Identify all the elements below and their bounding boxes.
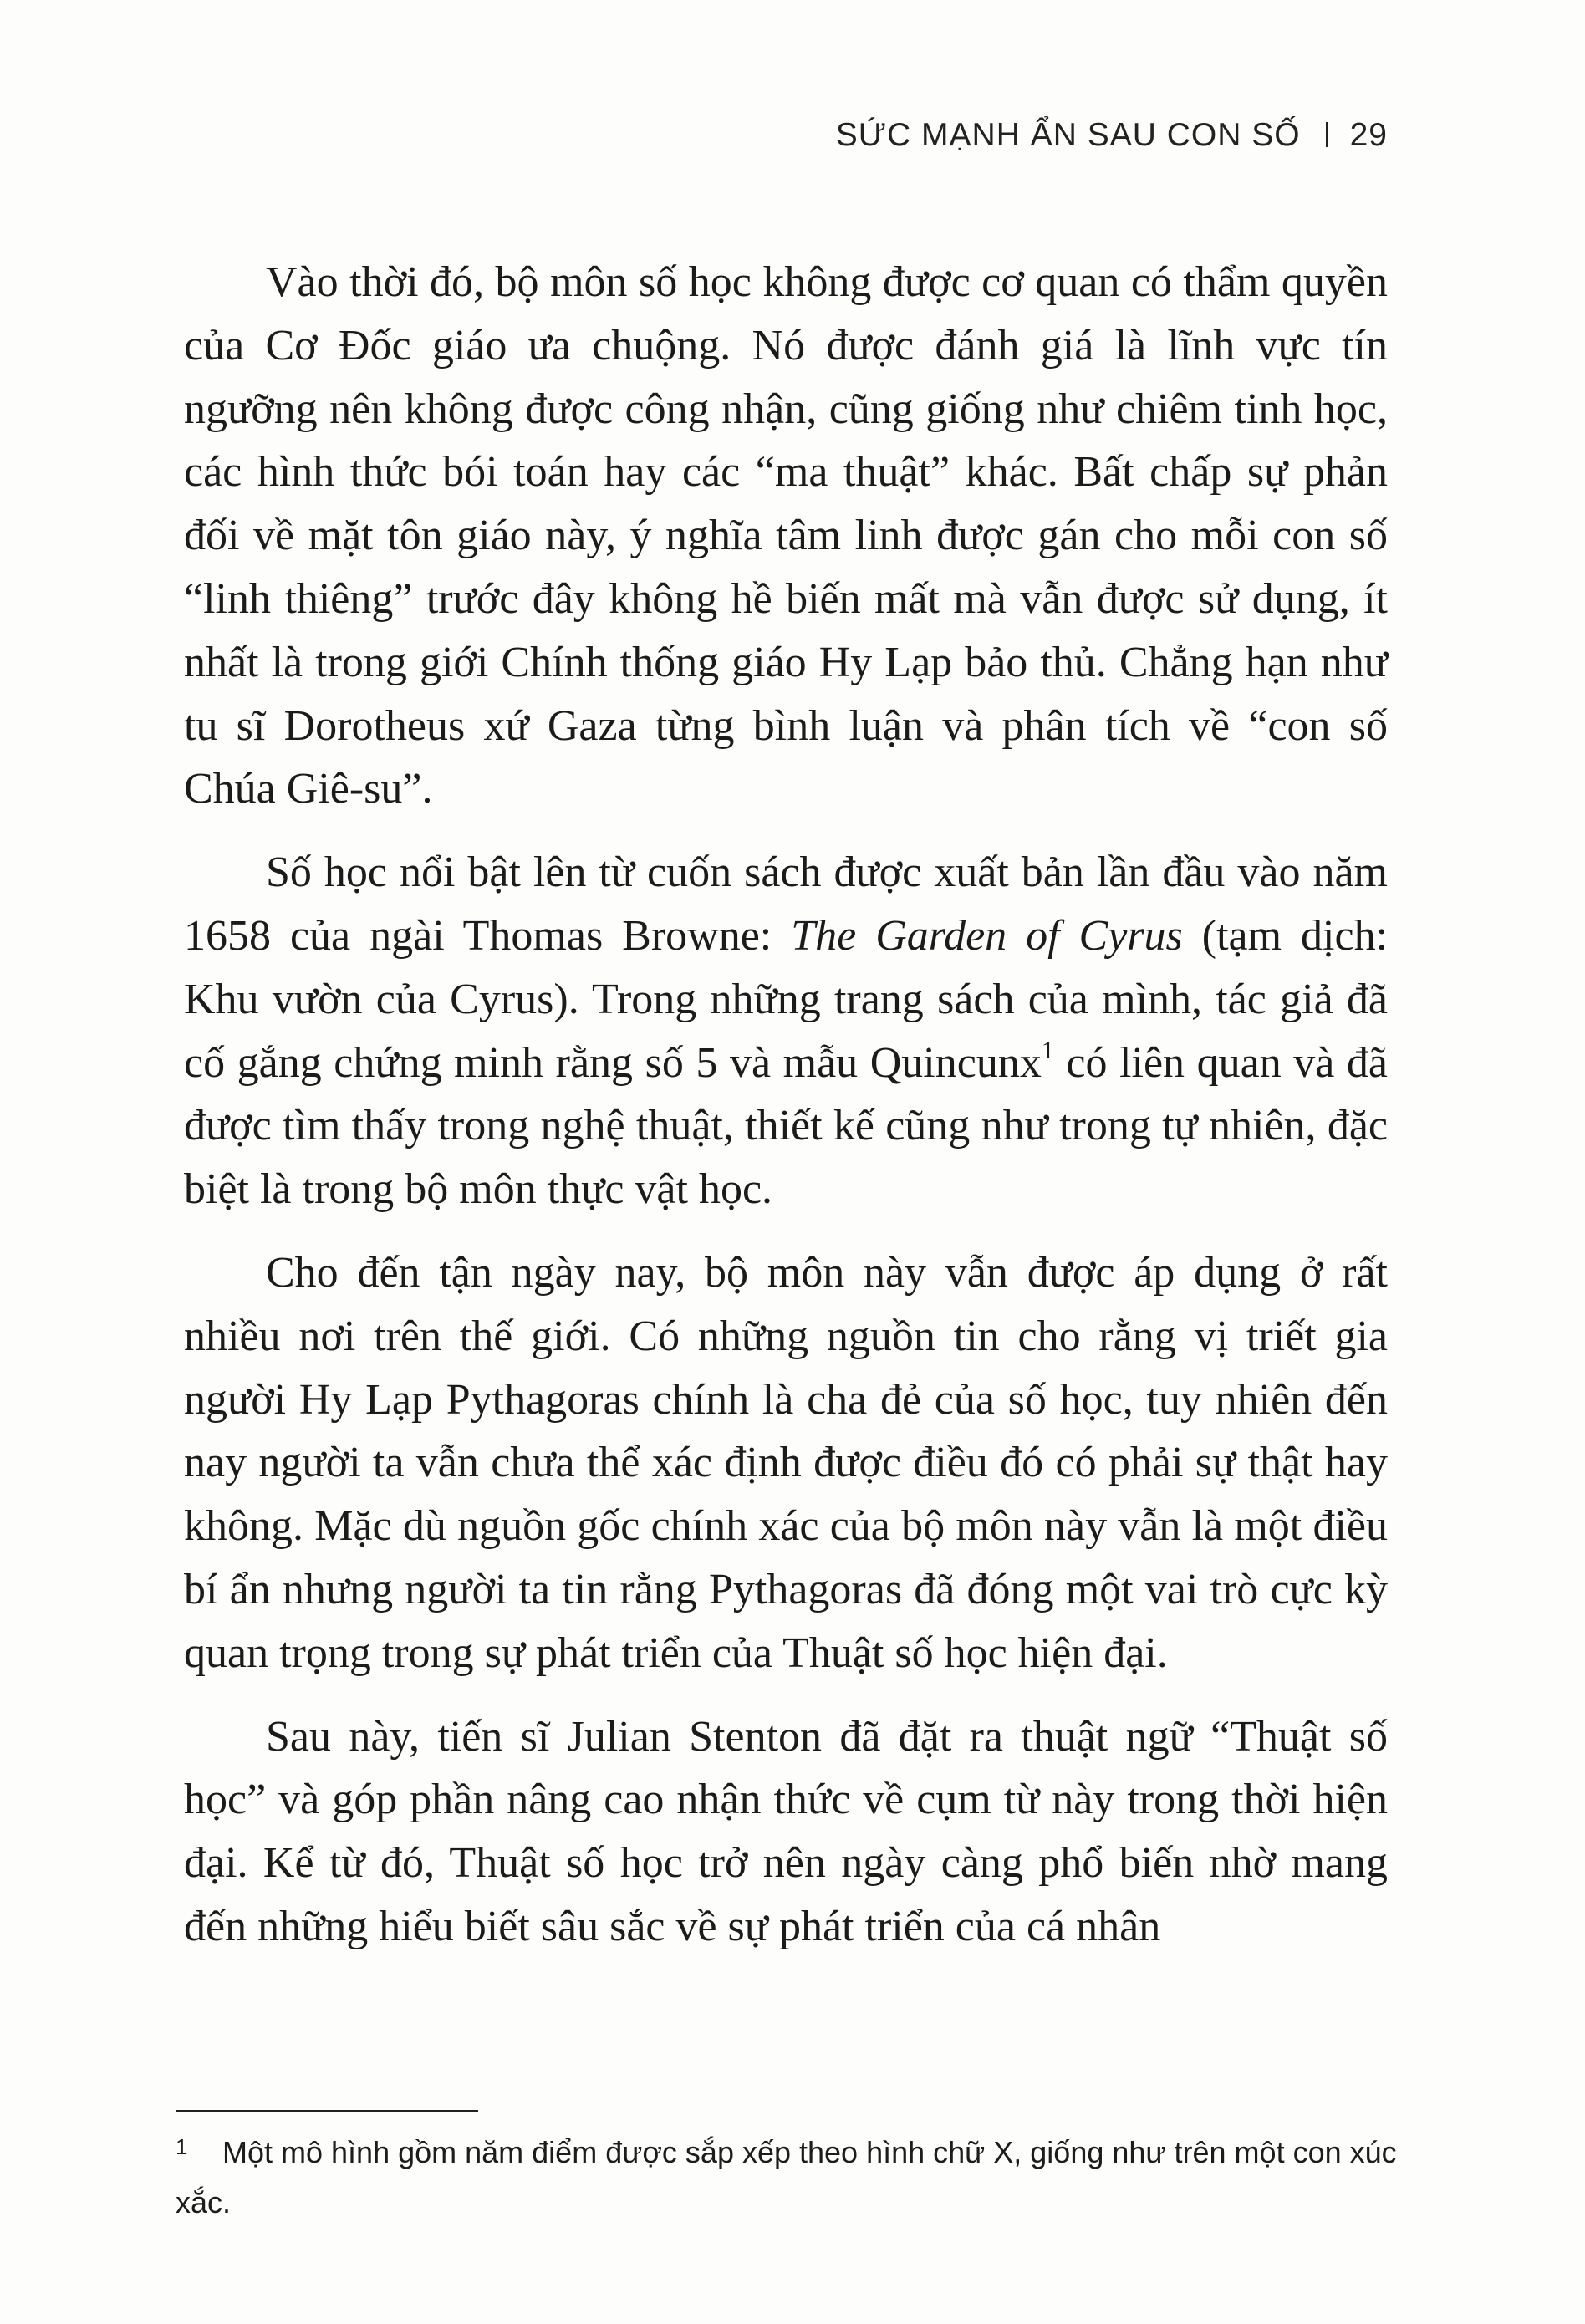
footnote: 1 Một mô hình gồm năm điểm được sắp xếp theo hình chữ X, giống như trên một con xúc xắc. [176, 2134, 1397, 2220]
paragraph-1: Vào thời đó, bộ môn số học không được cơ quan có thẩm quyền của Cơ Đốc giáo ưa chuộng. Nó được đánh giá là lĩnh vực tín ngưỡng nên không được công nhận, cũng giống như chiêm tinh học, các hình thức bói toán hay các “ma thuật” khác. Bất chấp sự phản đối về mặt tôn giáo này, ý nghĩa tâm linh được gán cho mỗi con số “linh thiêng” trước đây không hề biến mất mà vẫn được sử dụng, ít nhất là trong giới Chính thống giáo Hy Lạp bảo thủ. Chẳng hạn như tu sĩ Dorotheus xứ Gaza từng bình luận và phân tích về “con số Chúa Giê-su”. [184, 258, 1388, 813]
footnote-text: Một mô hình gồm năm điểm được sắp xếp theo hình chữ X, giống như trên một con xúc xắc. [176, 2135, 1397, 2220]
paragraph-2-part-3: có liên quan và đã được tìm thấy trong nghệ thuật, thiết kế cũng như trong tự nhiên, đặc biệt là trong bộ môn thực vật học. [184, 1038, 1389, 1214]
running-header [836, 117, 1388, 154]
footnote-divider [176, 2110, 478, 2112]
running-title: SỨC MẠNH ẨN SAU CON SỐ [835, 117, 1301, 153]
paragraph-2-part-2: (tạm dịch: Khu vườn của Cyrus). Trong những trang sách của mình, tác giả đã cố gắng chứng minh rằng số 5 và mẫu Quincunx [184, 911, 1389, 1087]
book-title: The Garden of Cyrus [791, 911, 1183, 960]
paragraph-2-part-1: Số học nổi bật lên từ cuốn sách được xuất bản lần đầu vào năm 1658 của ngài Thomas Browne: [184, 849, 1388, 960]
body-text [184, 251, 1388, 1979]
paragraph-2 [184, 841, 1388, 1221]
header-divider [1326, 122, 1328, 147]
paragraph-4: Sau này, tiến sĩ Julian Stenton đã đặt ra thuật ngữ “Thuật số học” và góp phần nâng cao nhận thức về cụm từ này trong thời hiện đại. Kể từ đó, Thuật số học trở nên ngày càng phổ biến nhờ mang đến những hiểu biết sâu sắc về sự phát triển của cá nhân [184, 1712, 1388, 1950]
footnote-reference[interactable]: 1 [1041, 1036, 1054, 1064]
paragraph-3: Cho đến tận ngày nay, bộ môn này vẫn được áp dụng ở rất nhiều nơi trên thế giới. Có những nguồn tin cho rằng vị triết gia người Hy Lạp Pythagoras chính là cha đẻ của số học, tuy nhiên đến nay người ta vẫn chưa thể xác định được điều đó có phải sự thật hay không. Mặc dù nguồn gốc chính xác của bộ môn này vẫn là một điều bí ẩn nhưng người ta tin rằng Pythagoras đã đóng một vai trò cực kỳ quan trọng trong sự phát triển của Thuật số học hiện đại. [184, 1248, 1388, 1677]
page-number: 29 [1349, 117, 1388, 153]
